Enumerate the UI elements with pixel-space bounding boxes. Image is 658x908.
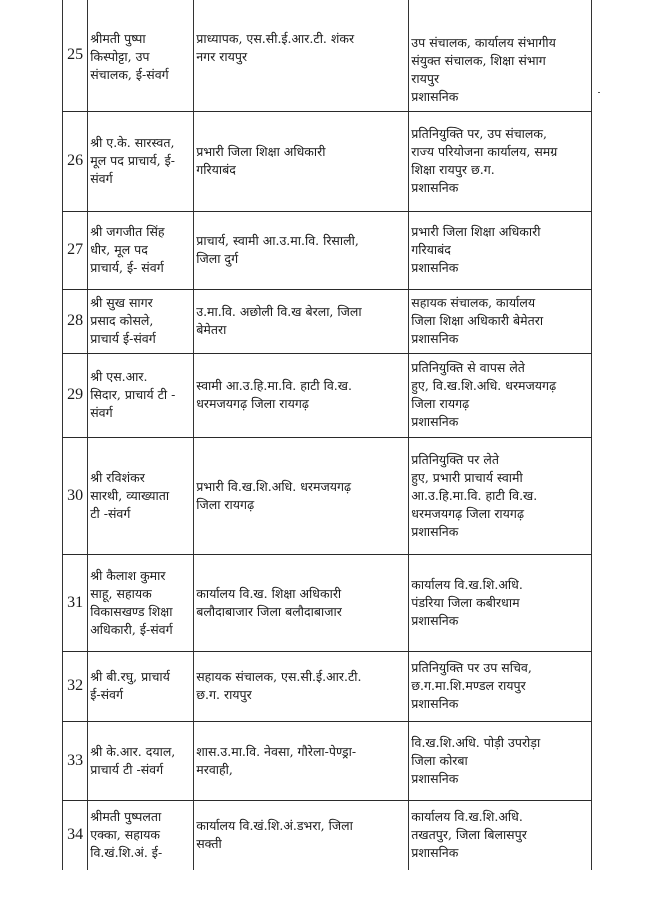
cell-text-line: साहू, सहायक (90, 585, 152, 601)
new-posting-cell (409, 800, 592, 870)
name-designation-cell (88, 353, 194, 437)
cell-text-line: आ.उ.हि.मा.वि. हाटी वि.ख. (411, 487, 538, 503)
cell-text-line: श्रीमती पुष्पा (90, 31, 146, 46)
serial-number-cell: 26 (63, 111, 88, 211)
cell-text-line: किस्पोट्टा, उप (90, 49, 150, 64)
cell-text-line: एक्का, सहायक (90, 827, 160, 843)
table-body (63, 0, 592, 870)
cell-text-line: श्री सुख सागर (90, 295, 153, 310)
cell-text-line: प्रशासनिक (411, 260, 459, 275)
cell-text-line: वि.ख.शि.अधि. पोड़ी उपरोड़ा (411, 734, 541, 750)
cell-text-line: श्री एस.आर. (90, 369, 148, 384)
cell-text-line: श्री ए.के. सारस्वत, (90, 135, 175, 150)
new-posting-cell (409, 289, 592, 353)
table-row (63, 437, 592, 554)
cell-text-line: प्रतिनियुक्ति पर लेते (411, 451, 499, 467)
cell-text-line: श्री कैलाश कुमार (90, 567, 166, 583)
name-designation-cell (88, 651, 194, 721)
table-row (63, 111, 592, 211)
cell-text-line: प्राचार्य ई-संवर्ग (90, 331, 156, 346)
cell-text-line: गरियाबंद (196, 162, 236, 177)
cell-text-line: श्री के.आर. दयाल, (90, 743, 176, 759)
new-posting-cell (409, 211, 592, 289)
cell-text-line: तखतपुर, जिला बिलासपुर (411, 827, 527, 843)
cell-text-line: सारथी, व्याख्याता (90, 487, 170, 503)
cell-text-line: ई-संवर्ग (90, 687, 124, 702)
cell-text-line: प्रशासनिक (411, 612, 459, 628)
cell-text-line: संयुक्त संचालक, शिक्षा संभाग (411, 53, 546, 69)
cell-text-line: वि.खं.शि.अं. ई- (90, 845, 163, 861)
cell-text-line: प्रशासनिक (411, 523, 459, 539)
cell-text-line: प्रतिनियुक्ति पर उप सचिव, (411, 660, 532, 675)
cell-text-line: विकासखण्ड शिक्षा (90, 603, 173, 619)
current-posting-cell (194, 721, 409, 800)
cell-text-line: जिला शिक्षा अधिकारी बेमेतरा (411, 313, 544, 328)
cell-text-line: संचालक, ई-संवर्ग (90, 67, 169, 82)
cell-text-line: कार्यालय वि.खं.शि.अं.डभरा, जिला (196, 818, 353, 834)
current-posting-cell (194, 289, 409, 353)
cell-text-line: श्री बी.रघु, प्राचार्य (90, 669, 170, 684)
new-posting-cell (409, 437, 592, 554)
cell-text-line: रायपुर (411, 71, 440, 87)
cell-text-line: मरवाही, (196, 761, 233, 777)
cell-text-line: प्रतिनियुक्ति पर, उप संचालक, (411, 126, 547, 141)
cell-text-line: प्राचार्य, स्वामी आ.उ.मा.वि. रिसाली, (196, 233, 359, 248)
cell-text-line: राज्य परियोजना कार्यालय, समग्र (411, 144, 558, 159)
cell-text-line: नगर रायपुर (196, 49, 248, 64)
current-posting-cell (194, 554, 409, 651)
cell-text-line: बलौदाबाजार जिला बलौदाबाजार (196, 603, 342, 619)
cell-text-line: अधिकारी, ई-संवर्ग (90, 621, 173, 637)
cell-text-line: प्रसाद कोसले, (90, 313, 154, 328)
current-posting-cell (194, 437, 409, 554)
serial-number-cell: 31 (63, 554, 88, 651)
serial-number-cell: 30 (63, 437, 88, 554)
cell-text-line: उ.मा.वि. अछोली वि.ख बेरला, जिला (196, 304, 362, 319)
name-designation-cell (88, 437, 194, 554)
table-row (63, 353, 592, 437)
name-designation-cell (88, 800, 194, 870)
new-posting-cell (409, 353, 592, 437)
cell-text-line: शिक्षा रायपुर छ.ग. (411, 162, 495, 177)
serial-number-cell: 28 (63, 289, 88, 353)
cell-text-line: जिला कोरबा (411, 752, 468, 768)
cell-text-line: सक्ती (196, 836, 222, 852)
cell-text-line: धरमजयगढ़ जिला रायगढ़ (411, 505, 524, 521)
cell-text-line: उप संचालक, कार्यालय संभागीय (411, 35, 556, 51)
cell-text-line: जिला दुर्ग (196, 251, 239, 266)
cell-text-line: प्रशासनिक (411, 845, 459, 861)
serial-number-cell: 27 (63, 211, 88, 289)
cell-text-line: हुए, प्रभारी प्राचार्य स्वामी (411, 469, 523, 485)
cell-text-line: श्रीमती पुष्पलता (90, 809, 162, 825)
cell-text-line: सिदार, प्राचार्य टी - (90, 387, 176, 402)
table-row (63, 554, 592, 651)
current-posting-cell (194, 0, 409, 111)
cell-text-line: सहायक संचालक, एस.सी.ई.आर.टी. (196, 669, 362, 684)
cell-text-line: श्री रविशंकर (90, 469, 145, 485)
cell-text-line: बेमेतरा (196, 322, 227, 337)
cell-text-line: पंडरिया जिला कबीरधाम (411, 594, 520, 610)
scan-artifact-mark (598, 92, 600, 93)
cell-text-line: जिला रायगढ़ (411, 396, 470, 411)
cell-text-line: धीर, मूल पद (90, 242, 148, 257)
cell-text-line: कार्यालय वि.ख.शि.अधि. (411, 576, 523, 592)
current-posting-cell (194, 651, 409, 721)
serial-number-cell: 34 (63, 800, 88, 870)
cell-text-line: प्राचार्य, ई- संवर्ग (90, 260, 164, 275)
cell-text-line: सहायक संचालक, कार्यालय (411, 295, 536, 310)
cell-text-line: प्रशासनिक (411, 770, 459, 786)
table-row (63, 721, 592, 800)
name-designation-cell (88, 111, 194, 211)
name-designation-cell (88, 554, 194, 651)
current-posting-cell (194, 111, 409, 211)
new-posting-cell (409, 721, 592, 800)
cell-text-line: टी -संवर्ग (90, 505, 131, 521)
cell-text-line: प्रभारी जिला शिक्षा अधिकारी (411, 224, 541, 239)
table-row (63, 289, 592, 353)
cell-text-line: प्रशासनिक (411, 89, 459, 105)
name-designation-cell (88, 0, 194, 111)
new-posting-cell (409, 651, 592, 721)
cell-text-line: प्राध्यापक, एस.सी.ई.आर.टी. शंकर (196, 31, 355, 46)
new-posting-cell (409, 0, 592, 111)
cell-text-line: प्रतिनियुक्ति से वापस लेते (411, 360, 525, 375)
table-row (63, 651, 592, 721)
name-designation-cell (88, 211, 194, 289)
cell-text-line: प्रशासनिक (411, 414, 459, 429)
cell-text-line: प्राचार्य टी -संवर्ग (90, 761, 164, 777)
cell-text-line: हुए, वि.ख.शि.अधि. धरमजयगढ़ (411, 378, 557, 393)
serial-number-cell: 25 (63, 0, 88, 111)
cell-text-line: प्रभारी वि.ख.शि.अधि. धरमजयगढ़ (196, 478, 352, 494)
cell-text-line: प्रशासनिक (411, 180, 459, 195)
current-posting-cell (194, 353, 409, 437)
cell-text-line: प्रभारी जिला शिक्षा अधिकारी (196, 144, 326, 159)
table-row (63, 211, 592, 289)
transfer-order-table (62, 0, 592, 870)
table-row (63, 0, 592, 111)
current-posting-cell (194, 800, 409, 870)
cell-text-line: प्रशासनिक (411, 696, 459, 711)
cell-text-line: धरमजयगढ़ जिला रायगढ़ (196, 396, 309, 411)
cell-text-line: श्री जगजीत सिंह (90, 224, 165, 239)
cell-text-line: छ.ग. रायपुर (196, 687, 252, 702)
cell-text-line: गरियाबंद (411, 242, 451, 257)
cell-text-line: कार्यालय वि.ख. शिक्षा अधिकारी (196, 585, 342, 601)
name-designation-cell (88, 721, 194, 800)
serial-number-cell: 33 (63, 721, 88, 800)
current-posting-cell (194, 211, 409, 289)
cell-text-line: स्वामी आ.उ.हि.मा.वि. हाटी वि.ख. (196, 378, 352, 393)
table-row (63, 800, 592, 870)
cell-text-line: प्रशासनिक (411, 331, 459, 346)
cell-text-line: कार्यालय वि.ख.शि.अधि. (411, 809, 523, 825)
new-posting-cell (409, 554, 592, 651)
cell-text-line: छ.ग.मा.शि.मण्डल रायपुर (411, 678, 526, 693)
cell-text-line: जिला रायगढ़ (196, 496, 255, 512)
new-posting-cell (409, 111, 592, 211)
cell-text-line: मूल पद प्राचार्य, ई- (90, 153, 175, 168)
cell-text-line: संवर्ग (90, 171, 113, 186)
serial-number-cell: 32 (63, 651, 88, 721)
cell-text-line: शास.उ.मा.वि. नेवसा, गौरेला-पेण्ड्रा- (196, 743, 357, 759)
name-designation-cell (88, 289, 194, 353)
serial-number-cell: 29 (63, 353, 88, 437)
cell-text-line: संवर्ग (90, 405, 113, 420)
